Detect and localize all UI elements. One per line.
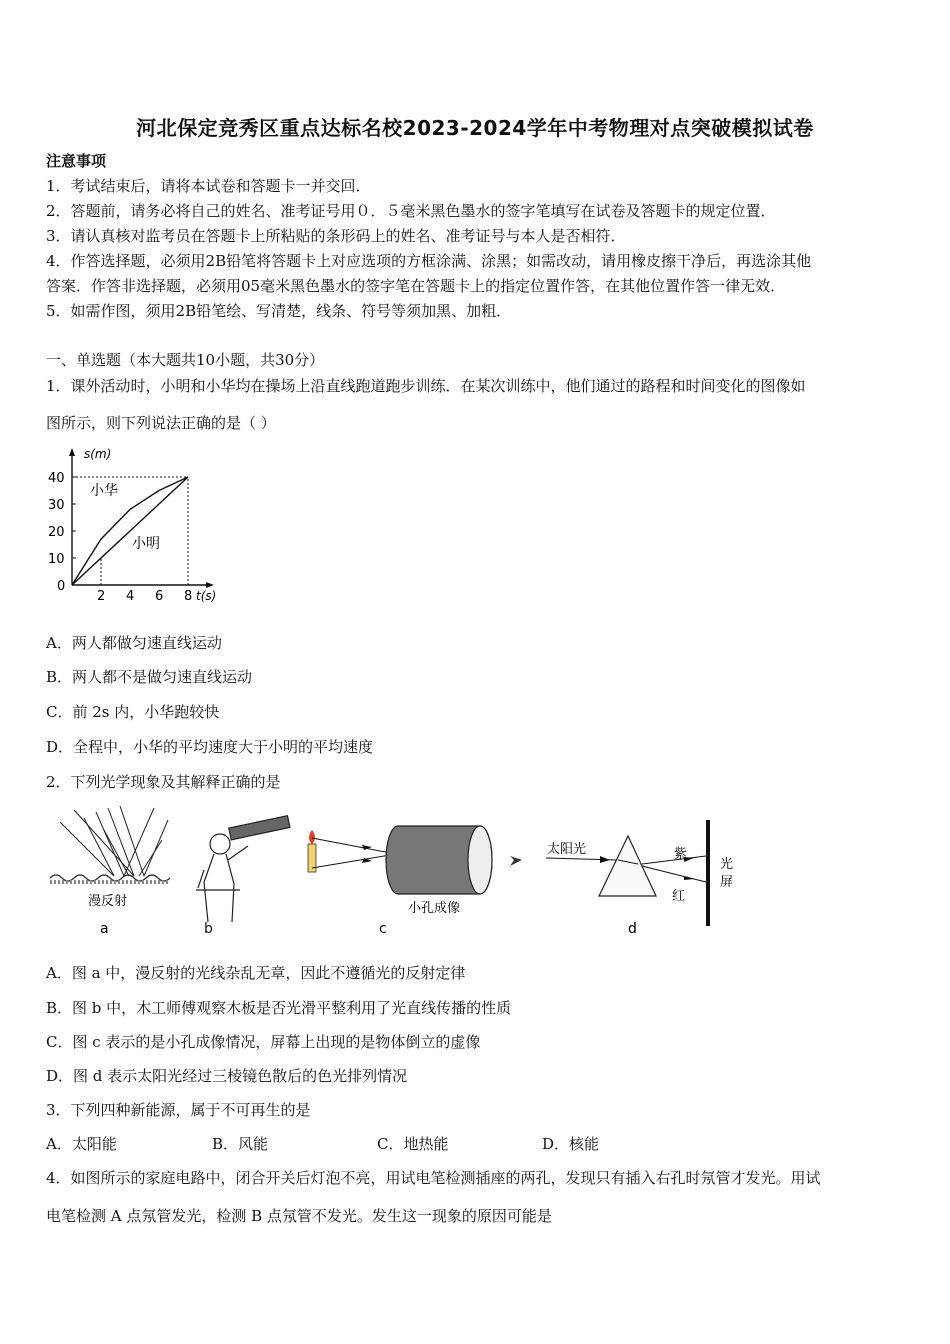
panel-b-carpenter bbox=[196, 816, 290, 937]
series-label-xiaoming: 小明 bbox=[132, 536, 160, 552]
q1-stem-line1: 1．课外活动时，小明和小华均在操场上沿直线跑道跑步训练．在某次训练中，他们通过的路程和时间变化的图像如 bbox=[46, 377, 806, 395]
x-axis-arrow bbox=[206, 582, 214, 588]
y-tick-label: 40 bbox=[48, 471, 65, 486]
y-tick-label: 30 bbox=[48, 498, 65, 513]
q3-option-b: B．风能 bbox=[212, 1135, 269, 1153]
section-heading: 一、单选题（本大题共10小题，共30分） bbox=[46, 351, 325, 369]
q3-option-d: D．核能 bbox=[542, 1135, 600, 1153]
svg-text:光: 光 bbox=[720, 857, 734, 872]
panel-letter-b: b bbox=[204, 921, 213, 937]
y-axis-arrow bbox=[69, 448, 75, 456]
page-title: 河北保定竞秀区重点达标名校2023-2024学年中考物理对点突破模拟试卷 bbox=[136, 116, 814, 140]
y-axis-label: s(m) bbox=[84, 447, 112, 461]
q2-option-d: D．图 d 表示太阳光经过三棱镜色散后的色光排列情况 bbox=[46, 1067, 408, 1085]
notes-item: 5．如需作图，须用2B铅笔绘、写清楚，线条、符号等须加黑、加粗． bbox=[46, 302, 512, 320]
x-tick-label: 2 bbox=[97, 589, 106, 604]
notes-item: 答案．作答非选择题，必须用05毫米黑色墨水的签字笔在答题卡上的指定位置作答，在其他位置作答一律无效． bbox=[46, 277, 786, 295]
y-tick-label: 20 bbox=[48, 525, 65, 540]
y-tick-label: 10 bbox=[48, 552, 65, 567]
q3-stem: 3．下列四种新能源，属于不可再生的是 bbox=[46, 1101, 311, 1119]
q2-stem: 2．下列光学现象及其解释正确的是 bbox=[46, 773, 281, 791]
notes-item: 1．考试结束后，请将本试卷和答题卡一并交回． bbox=[46, 177, 371, 195]
svg-text:紫: 紫 bbox=[674, 847, 688, 862]
series-label-xiaohua: 小华 bbox=[90, 483, 118, 499]
q2-option-c: C．图 c 表示的是小孔成像情况，屏幕上出现的是物体倒立的虚像 bbox=[46, 1033, 481, 1051]
svg-text:屏: 屏 bbox=[720, 875, 734, 890]
notes-item: 2．答题前，请务必将自己的姓名、准考证号用０．５毫米黑色墨水的签字笔填写在试卷及答题卡的规定位置． bbox=[46, 202, 776, 220]
x-tick-label: 4 bbox=[126, 589, 135, 604]
svg-text:小孔成像: 小孔成像 bbox=[408, 901, 461, 916]
q3-option-a: A．太阳能 bbox=[46, 1135, 117, 1153]
x-tick-label: 6 bbox=[155, 589, 164, 604]
q1-option-b: B．两人都不是做匀速直线运动 bbox=[46, 668, 253, 686]
q2-optics-figure bbox=[44, 800, 764, 940]
q1-option-c: C．前 2s 内，小华跑较快 bbox=[46, 703, 220, 721]
q2-option-b: B．图 b 中，木工师傅观察木板是否光滑平整利用了光直线传播的性质 bbox=[46, 999, 512, 1017]
q4-stem-line2: 电笔检测 A 点氖管发光，检测 B 点氖管不发光。发生这一现象的原因可能是 bbox=[46, 1207, 552, 1225]
svg-text:红: 红 bbox=[672, 889, 686, 904]
origin-label: 0 bbox=[57, 579, 66, 594]
panel-a-diffuse-reflection bbox=[50, 806, 170, 937]
q3-option-c: C．地热能 bbox=[377, 1135, 449, 1153]
q1-option-a: A．两人都做匀速直线运动 bbox=[46, 634, 222, 652]
q2-option-a: A．图 a 中，漫反射的光线杂乱无章，因此不遵循光的反射定律 bbox=[46, 964, 466, 982]
svg-text:漫反射: 漫反射 bbox=[88, 894, 128, 909]
notes-item: 4．作答选择题，必须用2B铅笔将答题卡上对应选项的方框涂满、涂黑；如需改动，请用橡皮擦干净后，再选涂其他 bbox=[46, 252, 812, 270]
panel-c-pinhole-camera bbox=[308, 826, 492, 937]
q1-distance-time-chart bbox=[40, 440, 240, 610]
panel-letter-c: c bbox=[379, 921, 387, 937]
q1-stem-line2: 图所示，则下列说法正确的是（ ） bbox=[46, 414, 276, 432]
panel-letter-a: a bbox=[100, 921, 109, 937]
panel-letter-d: d bbox=[628, 921, 637, 937]
x-tick-label: 8 bbox=[184, 589, 193, 604]
notes-heading: 注意事项 bbox=[46, 152, 107, 170]
panel-d-prism-dispersion bbox=[510, 820, 733, 937]
svg-text:太阳光: 太阳光 bbox=[547, 842, 587, 857]
q1-option-d: D．全程中，小华的平均速度大于小明的平均速度 bbox=[46, 738, 374, 756]
notes-item: 3．请认真核对监考员在答题卡上所粘贴的条形码上的姓名、准考证号与本人是否相符． bbox=[46, 227, 626, 245]
q4-stem-line1: 4．如图所示的家庭电路中，闭合开关后灯泡不亮，用试电笔检测插座的两孔，发现只有插入右孔时氖管才发光。用试 bbox=[46, 1169, 821, 1187]
x-axis-label: t(s) bbox=[196, 589, 217, 603]
